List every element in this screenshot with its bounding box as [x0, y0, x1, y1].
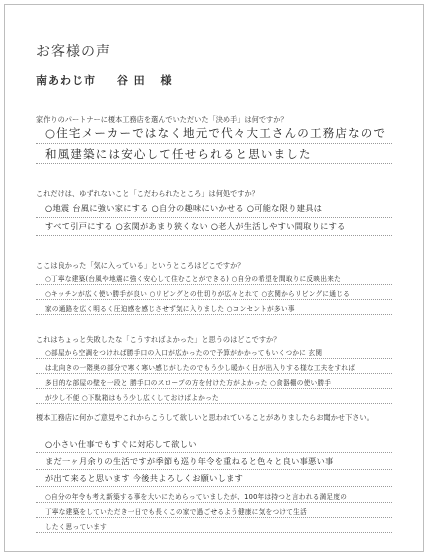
answer-3-line-3: 家の通路を広く明るく圧迫感を感じさせず気に入りました ○コンセントが多い事	[45, 305, 295, 313]
question-1: 家作りのパートナーに榎本工務店を選んでいただいた「決め手」は何ですか？	[36, 115, 288, 124]
answer-rule	[36, 358, 392, 359]
answer-rule	[36, 284, 392, 285]
question-4: これはちょっと失敗したな「こうすればよかった」と思うのはどこですか？	[36, 335, 281, 344]
answer-rule	[36, 235, 392, 236]
answer-1-line-2: 和風建築には安心して任せられると思いました	[45, 147, 312, 161]
customer-city: 南あわじ市	[36, 74, 96, 87]
answer-rule	[36, 502, 392, 503]
answer-5-line-2: まだ一ヶ月余りの生活ですが季節も巡り年令を重ねると色々と良い事悪い事	[45, 456, 334, 466]
answer-rule	[36, 299, 392, 300]
answer-5-line-3: が出て来ると思います 今後共よろしくお願いします	[45, 473, 244, 483]
customer-honorific: 様	[160, 74, 173, 87]
answer-rule	[36, 163, 392, 164]
answer-rule	[36, 486, 392, 487]
testimonial-sheet	[4, 4, 424, 552]
answer-4-line-2: は北向きの一階奥の部分で寒く寒い感じがしたのでもう少し暖かく日が出入りする様な工夫をすれば	[45, 364, 356, 372]
answer-5-line-4: ○自分の年令も考え新築する事を大いにためらっていましたが、100年は持つと言われる満足度の	[45, 493, 348, 501]
answer-rule	[36, 314, 392, 315]
answer-rule	[36, 388, 392, 389]
answer-rule	[36, 217, 392, 218]
answer-5-line-6: したく思っています	[45, 523, 108, 531]
customer-line	[36, 72, 173, 88]
answer-5-line-1: ○小さい仕事でもすぐに対応して欲しい	[45, 439, 197, 449]
answer-5-line-5: 丁寧な建築をしていただき一日でも長くこの家で過ごせるよう健康に気をつけて生活	[45, 508, 307, 516]
question-3: ここは良かった「気に入っている」というところはどこですか？	[36, 261, 245, 270]
answer-rule	[36, 452, 392, 453]
answer-3-line-1: ○丁寧な建築(台風や地震に強く安心して住むことができる) ○自分の希望を間取りに反映出来た	[45, 275, 341, 283]
answer-3-line-2: ○キッチンが広く使い勝手が良い ○リビングとの仕切りが広々とれて ○玄関からリビングに通じる	[45, 290, 350, 298]
answer-rule	[36, 143, 392, 144]
answer-4-line-1: ○部屋から空調をつければ勝手口の入口が広かったので予算がかかってもいくつかに 玄関	[45, 349, 323, 357]
answer-2-line-2: すべて引戸にする ○玄関があまり狭くない ○老人が生活しやすい間取りにする	[45, 221, 346, 231]
question-2: これだけは、ゆずれないこと「こだわられたところ」は何処ですか？	[36, 189, 259, 198]
answer-rule	[36, 532, 392, 533]
answer-4-line-3: 多目的な部屋の壁を一段と 勝手口のスロープの方を付けた方がよかった ○食器棚の使い勝手	[45, 379, 332, 387]
page-title: お客様の声	[36, 44, 111, 60]
answer-2-line-1: ○地震 台風に強い家にする ○自分の趣味にいかせる ○可能な限り建具は	[45, 203, 323, 213]
answer-rule	[36, 517, 392, 518]
answer-rule	[36, 469, 392, 470]
answer-4-line-4: が少し不便 ○下駄箱はもう少し広くしておけばよかった	[45, 394, 219, 402]
answer-1-line-1: ○住宅メーカーではなく地元で代々大工さんの工務店なので	[45, 126, 387, 140]
answer-rule	[36, 373, 392, 374]
question-5: 榎本工務店に何かご意見やこれからこうして欲しいと思われていることがありましたらお聞かせ下さい。	[36, 413, 374, 422]
answer-rule	[36, 403, 392, 404]
customer-name: 谷 田	[116, 74, 146, 87]
